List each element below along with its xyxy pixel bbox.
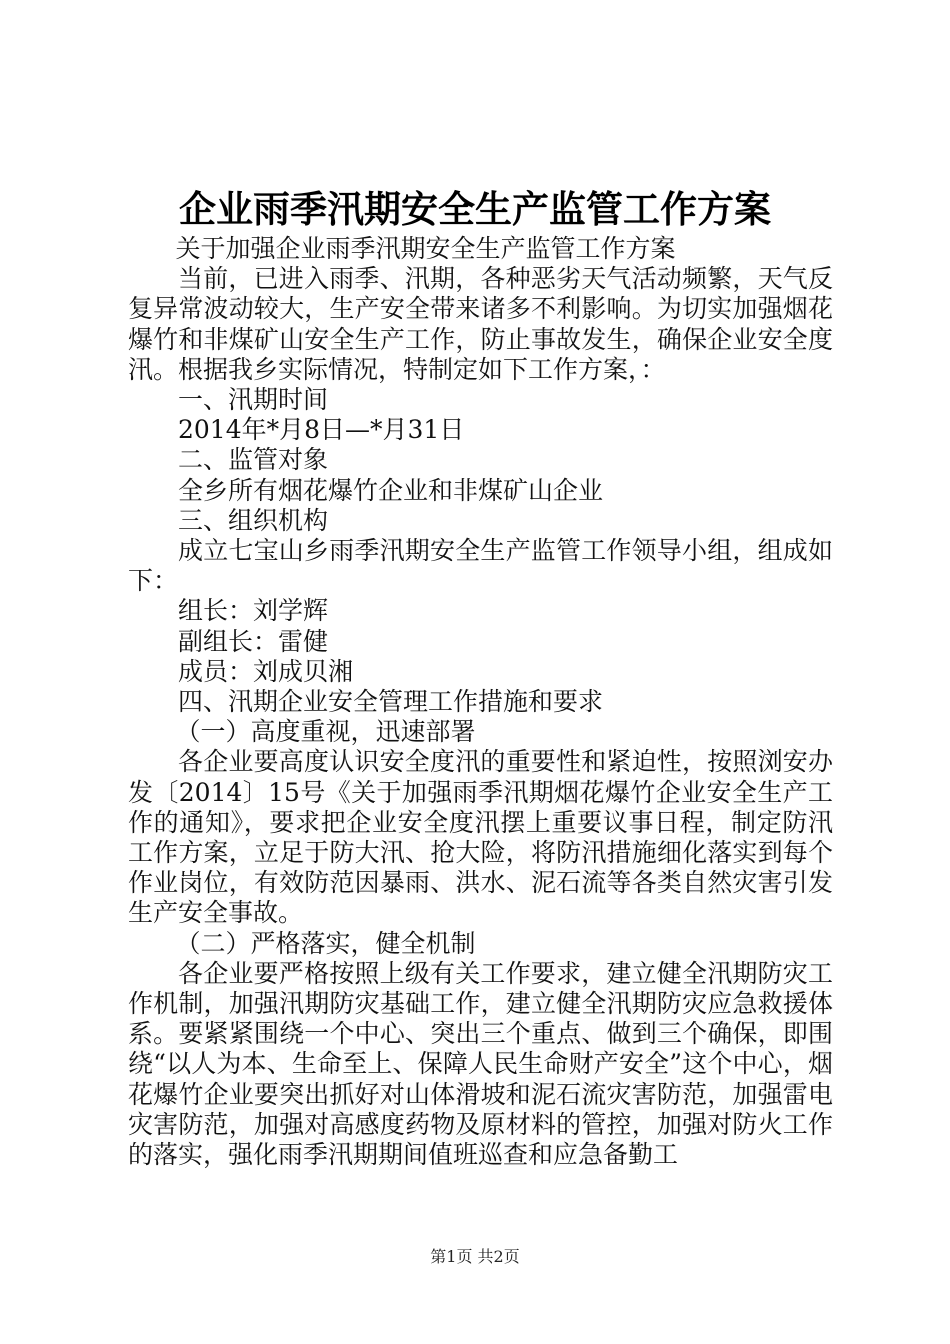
- body-paragraph: 全乡所有烟花爆竹企业和非煤矿山企业: [178, 475, 604, 505]
- document-title: 企业雨季汛期安全生产监管工作方案: [179, 187, 771, 231]
- subtitle-paragraph: 关于加强企业雨季汛期安全生产监管工作方案: [175, 234, 676, 263]
- body-paragraph: 副组长：雷健: [178, 626, 329, 656]
- body-paragraph: 当前，已进入雨季、汛期，各种恶劣天气活动频繁，天气反复异常波动较大，生产安全带来诸多不利影响。为切实加强烟花爆竹和非煤矿山安全生产工作，防止事故发生，确保企业安全度汛。根据我乡实际情况，特制定如下工作方案，：: [128, 264, 833, 384]
- section-heading: 三、组织机构: [178, 505, 329, 535]
- body-paragraph: 各企业要高度认识安全度汛的重要性和紧迫性，按照浏安办发〔2014〕15号《关于加强雨季汛期烟花爆竹企业安全生产工作的通知》，要求把企业安全度汛摆上重要议事日程，制定防汛工作方案，立足于防大汛、抢大险，将防汛措施细化落实到每个作业岗位，有效防范因暴雨、洪水、泥石流等各类自然灾害引发生产安全事故。: [128, 747, 833, 928]
- section-heading: 一、汛期时间: [178, 385, 329, 415]
- document-body: [128, 234, 833, 1170]
- section-heading: 四、汛期企业安全管理工作措施和要求: [178, 687, 604, 717]
- body-paragraph: 组长：刘学辉: [178, 596, 329, 626]
- page-footer: 第1页 共2页: [430, 1247, 520, 1266]
- body-paragraph: 成立七宝山乡雨季汛期安全生产监管工作领导小组，组成如下：: [128, 536, 833, 596]
- section-heading: 二、监管对象: [178, 445, 329, 475]
- body-paragraph: 2014年*月8日—*月31日: [178, 415, 465, 445]
- subsection-heading: （一）高度重视，迅速部署: [175, 717, 476, 747]
- subsection-heading: （二）严格落实，健全机制: [175, 928, 476, 958]
- body-paragraph: 成员：刘成贝湘: [178, 656, 354, 686]
- body-paragraph: 各企业要严格按照上级有关工作要求，建立健全汛期防灾工作机制，加强汛期防灾基础工作，建立健全汛期防灾应急救援体系。要紧紧围绕一个中心、突出三个重点、做到三个确保，即围绕“以人为本、生命至上、保障人民生命财产安全”这个中心，烟花爆竹企业要突出抓好对山体滑坡和泥石流灾害防范，加强雷电灾害防范，加强对高感度药物及原材料的管控，加强对防火工作的落实，强化雨季汛期期间值班巡查和应急备勤工: [128, 958, 833, 1170]
